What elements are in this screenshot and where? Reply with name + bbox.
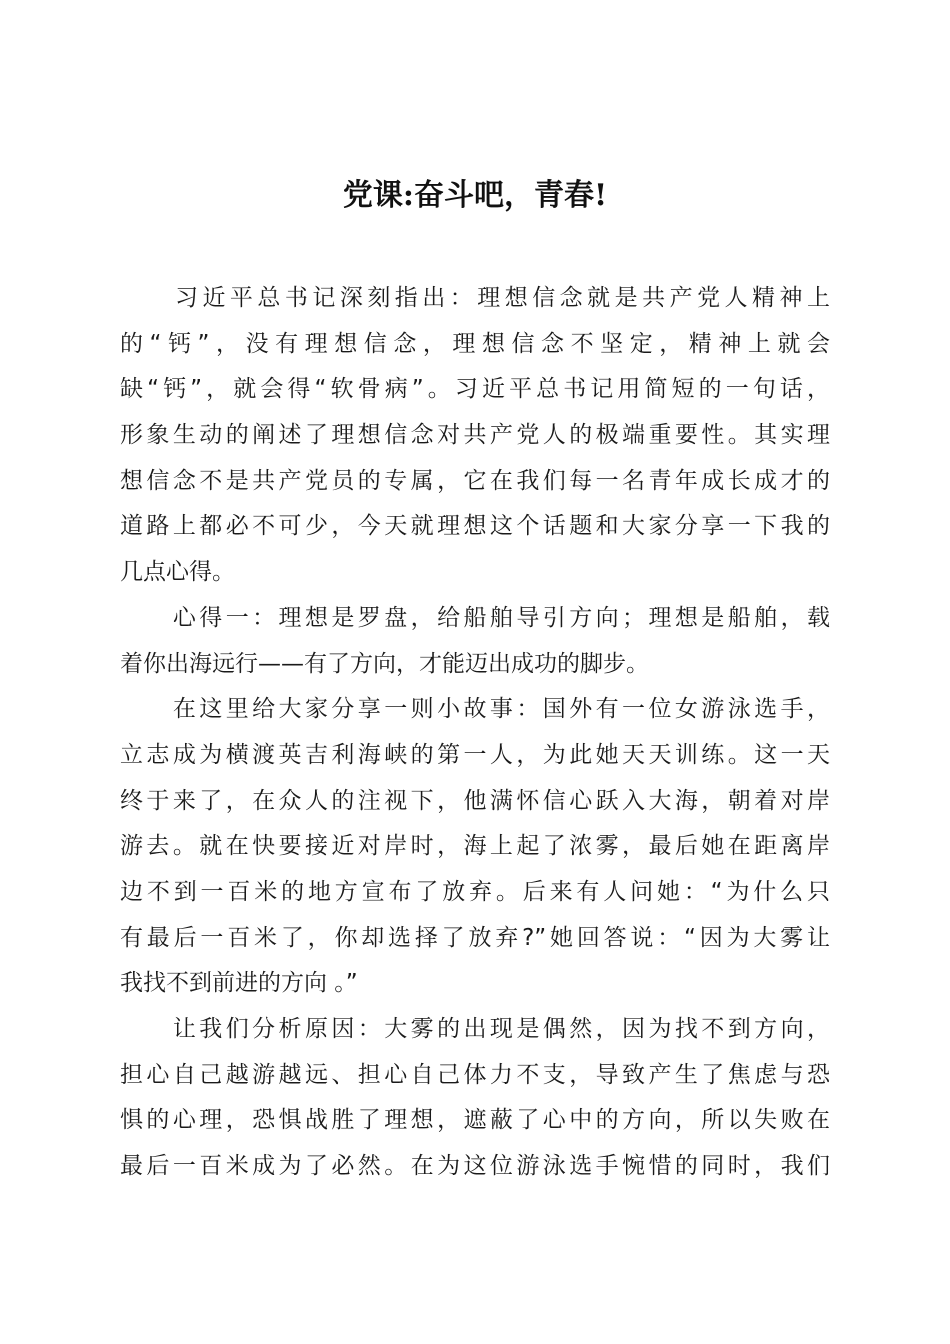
text-line: 边不到一百米的地方宣布了放弃。后来有人问她：“为什么只 [120, 878, 830, 905]
text-line: 习近平总书记深刻指出：理想信念就是共产党人精神上 [120, 285, 830, 311]
text-line: 在这里给大家分享一则小故事：国外有一位女游泳选手， [120, 696, 830, 723]
text-line: 担心自己越游越远、担心自己体力不支，导致产生了焦虑与恐 [120, 1061, 830, 1088]
paragraph [120, 596, 830, 687]
text-line: 缺“钙”，就会得“软骨病”。习近平总书记用简短的一句话， [120, 376, 830, 403]
text-line: 最后一百米成为了必然。在为这位游泳选手惋惜的同时，我们 [120, 1153, 830, 1180]
text-line: 着你出海远行——有了方向，才能迈出成功的脚步。 [120, 650, 649, 677]
document-title: 党课:奋斗吧，青春! [342, 178, 608, 213]
paragraph [120, 1007, 830, 1190]
text-line: 心得一：理想是罗盘，给船舶导引方向；理想是船舶，载 [120, 604, 830, 631]
paragraph [120, 276, 830, 596]
text-line: 游去。就在快要接近对岸时，海上起了浓雾，最后她在距离岸 [120, 833, 830, 860]
paragraph [120, 687, 830, 1007]
text-line: 的“钙”，没有理想信念，理想信念不坚定，精神上就会 [120, 330, 830, 357]
text-line: 惧的心理，恐惧战胜了理想，遮蔽了心中的方向，所以失败在 [120, 1107, 830, 1134]
text-line: 有最后一百米了，你却选择了放弃?”她回答说：“因为大雾让 [120, 924, 830, 951]
document-body [120, 276, 830, 1190]
text-line: 终于来了，在众人的注视下，他满怀信心跃入大海，朝着对岸 [120, 787, 830, 814]
text-line: 几点心得。 [120, 559, 235, 586]
text-line: 立志成为横渡英吉利海峡的第一人，为此她天天训练。这一天 [120, 741, 830, 768]
text-line: 我找不到前进的方向 。” [120, 970, 358, 997]
text-line: 形象生动的阐述了理想信念对共产党人的极端重要性。其实理 [120, 422, 830, 449]
text-line: 想信念不是共产党员的专属，它在我们每一名青年成长成才的 [120, 467, 830, 494]
text-line: 让我们分析原因：大雾的出现是偶然，因为找不到方向， [120, 1016, 830, 1042]
text-line: 道路上都必不可少，今天就理想这个话题和大家分享一下我的 [120, 513, 830, 540]
